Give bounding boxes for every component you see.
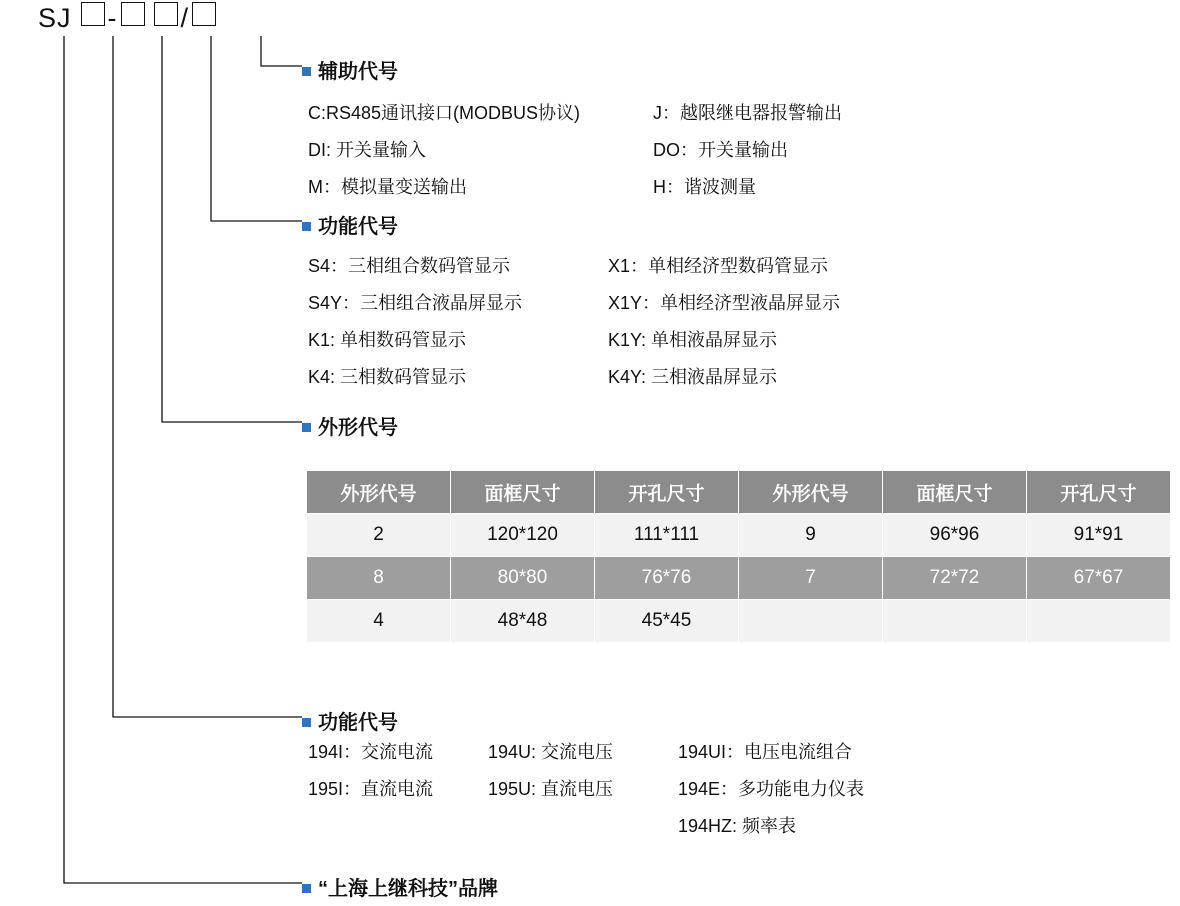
aux-item: J：越限继电器报警输出: [653, 103, 842, 123]
table-cell: 91*91: [1027, 514, 1171, 557]
aux-item: DO：开关量输出: [653, 140, 788, 160]
aux-item: DI: 开关量输入: [308, 140, 427, 160]
bullet-icon: [302, 718, 311, 727]
shape-dimension-table: [306, 470, 1171, 643]
list-item: [308, 136, 953, 162]
function-display-item: X1Y：单相经济型液晶屏显示: [608, 293, 841, 313]
heading-shape-code: 外形代号: [302, 411, 398, 440]
model-box-4: [192, 2, 216, 26]
table-cell: 120*120: [451, 514, 595, 557]
table-row: [307, 557, 1171, 600]
table-cell: 67*67: [1027, 557, 1171, 600]
table-cell: 45*45: [595, 600, 739, 643]
function-meter-item: 194UI：电压电流组合: [678, 742, 853, 762]
table-cell: 7: [739, 557, 883, 600]
model-box-3: [154, 2, 178, 26]
aux-code-list: [308, 99, 953, 210]
list-item: [308, 812, 938, 838]
table-cell: 48*48: [451, 600, 595, 643]
list-item: [308, 289, 908, 315]
table-cell: [1027, 600, 1171, 643]
column-header: 外形代号: [739, 471, 883, 514]
model-box-2: [121, 2, 145, 26]
heading-brand: “上海上继科技”品牌: [302, 872, 498, 901]
column-header: 开孔尺寸: [1027, 471, 1171, 514]
table-cell: 2: [307, 514, 451, 557]
function-display-item: X1：单相经济型数码管显示: [608, 256, 829, 276]
list-item: [308, 173, 953, 199]
function-display-item: S4Y：三相组合液晶屏显示: [308, 293, 523, 313]
list-item: [308, 363, 908, 389]
table-cell: 80*80: [451, 557, 595, 600]
function-display-item: K4Y: 三相液晶屏显示: [608, 367, 778, 387]
model-box-1: [81, 2, 105, 26]
aux-item: C:RS485通讯接口(MODBUS协议): [308, 103, 581, 123]
bullet-icon: [302, 222, 311, 231]
heading-aux-code: 辅助代号: [302, 55, 398, 84]
function-meter-item: 194HZ: 频率表: [678, 816, 797, 836]
function-display-item: K1Y: 单相液晶屏显示: [608, 330, 778, 350]
function-meter-list: [308, 738, 938, 849]
list-item: [308, 99, 953, 125]
model-dash: -: [107, 3, 118, 33]
table-cell: 8: [307, 557, 451, 600]
heading-function-display-code: 功能代号: [302, 210, 398, 239]
table-cell: 76*76: [595, 557, 739, 600]
aux-item: M：模拟量变送输出: [308, 177, 467, 197]
function-meter-item: 194I：交流电流: [308, 742, 434, 762]
table-cell: [739, 600, 883, 643]
column-header: 开孔尺寸: [595, 471, 739, 514]
table-header-row: [307, 471, 1171, 514]
list-item: [308, 252, 908, 278]
column-header: 面框尺寸: [451, 471, 595, 514]
function-meter-item: 194E：多功能电力仪表: [678, 779, 865, 799]
table-row: [307, 514, 1171, 557]
heading-function-meter-code: 功能代号: [302, 706, 398, 735]
bullet-icon: [302, 67, 311, 76]
table-row: [307, 600, 1171, 643]
list-item: [308, 326, 908, 352]
function-display-item: K4: 三相数码管显示: [308, 367, 467, 387]
table-cell: 96*96: [883, 514, 1027, 557]
table-cell: [883, 600, 1027, 643]
list-item: [308, 775, 938, 801]
column-header: 面框尺寸: [883, 471, 1027, 514]
function-meter-item: 195U: 直流电压: [488, 779, 614, 799]
model-code: [38, 2, 217, 34]
function-display-item: S4：三相组合数码管显示: [308, 256, 511, 276]
column-header: 外形代号: [307, 471, 451, 514]
table-cell: 111*111: [595, 514, 739, 557]
bullet-icon: [302, 884, 311, 893]
function-display-list: [308, 252, 908, 400]
table-cell: 72*72: [883, 557, 1027, 600]
model-prefix: SJ: [38, 3, 72, 33]
bullet-icon: [302, 423, 311, 432]
aux-item: H：谐波测量: [653, 177, 756, 197]
function-meter-item: 194U: 交流电压: [488, 742, 614, 762]
function-meter-item: 195I：直流电流: [308, 779, 434, 799]
list-item: [308, 738, 938, 764]
table-cell: 9: [739, 514, 883, 557]
model-slash: /: [180, 3, 190, 33]
function-display-item: K1: 单相数码管显示: [308, 330, 467, 350]
table-cell: 4: [307, 600, 451, 643]
